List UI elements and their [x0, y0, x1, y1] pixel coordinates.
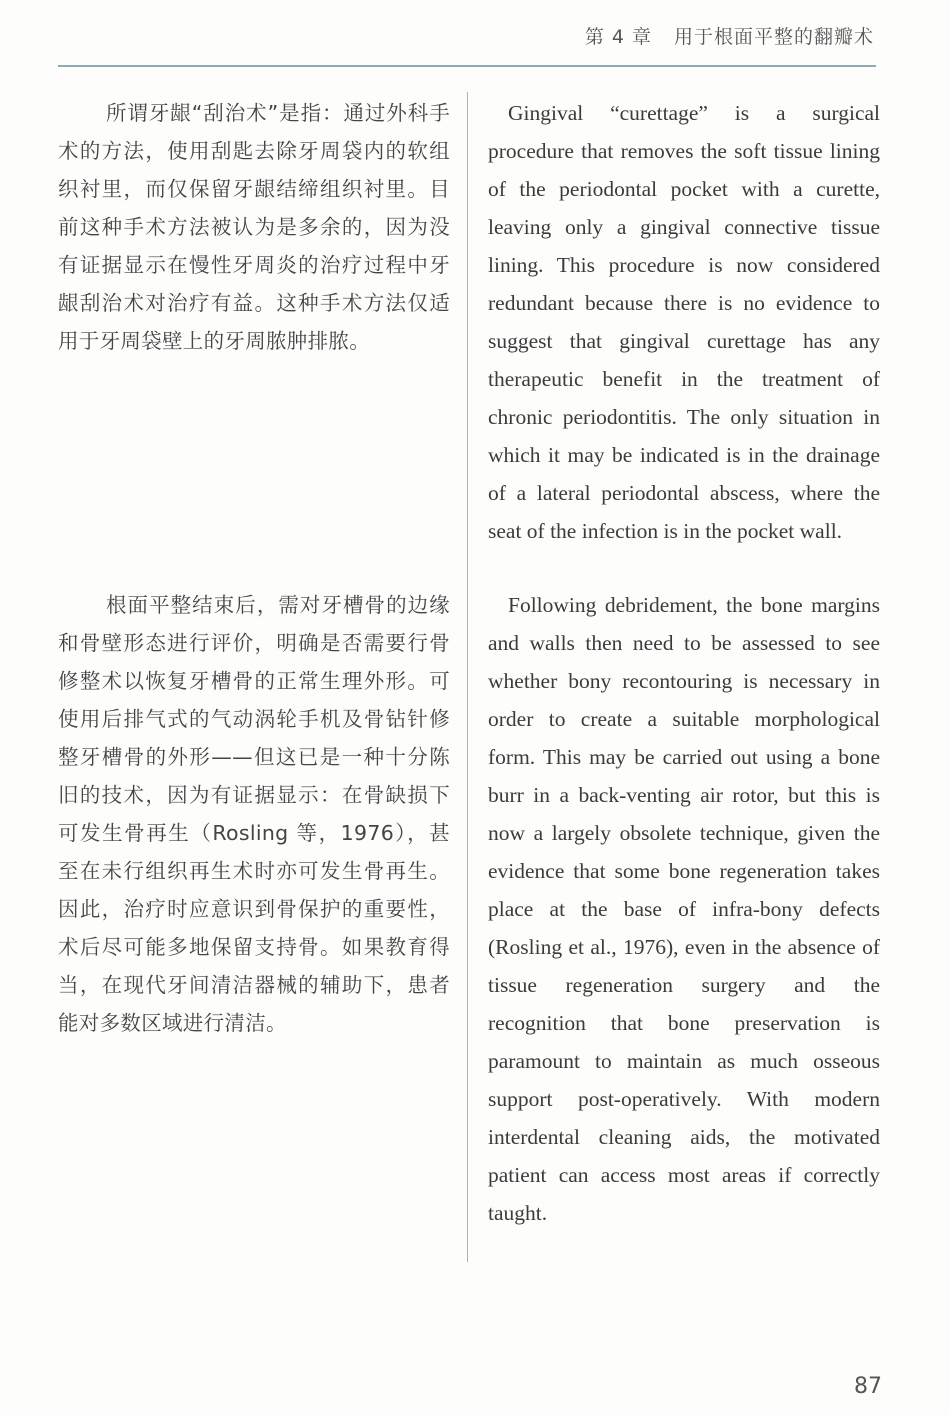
running-header: [585, 22, 874, 49]
column-divider: [467, 92, 468, 1262]
english-paragraph-debridement: Following debridement, the bone margins and walls then need to be assessed to see whether bony recontouring is necessary in order to create a suitable morphological form. This may be carried out using a bone burr in a back-venting air rotor, but this is now a largely obsolete technique, given the evidence that some bone regeneration takes place at the base of infra-bony defects (Rosling et al., 1976), even in the absence of tissue regeneration surgery and the recognition that bone preservation is paramount to maintain as much osseous support post-operatively. With modern interdental cleaning aids, the motivated patient can access most areas if correctly taught.: [488, 593, 880, 1225]
header-rule: [58, 65, 876, 67]
chinese-paragraph-curettage-text: 所谓牙龈“刮治术”是指：通过外科手术的方法，使用刮匙去除牙周袋内的软组织衬里，而仅保留牙龈结缔组织衬里。目前这种手术方法被认为是多余的，因为没有证据显示在慢性牙周炎的治疗过程中牙龈刮治术对治疗有益。这种手术方法仅适用于牙周袋壁上的牙周脓肿排脓。: [58, 101, 450, 353]
chinese-paragraph-debridement: [58, 586, 450, 1042]
chapter-number: 第 4 章: [584, 26, 652, 48]
chinese-paragraph-debridement-text: 根面平整结束后，需对牙槽骨的边缘和骨壁形态进行评价，明确是否需要行骨修整术以恢复牙槽骨的正常生理外形。可使用后排气式的气动涡轮手机及骨钻针修整牙槽骨的外形——但这已是一种十分陈旧的技术，因为有证据显示：在骨缺损下可发生骨再生（Rosling 等，1976），甚至在未行组织再生术时亦可发生骨再生。因此，治疗时应意识到骨保护的重要性，术后尽可能多地保留支持骨。如果教育得当，在现代牙间清洁器械的辅助下，患者能对多数区域进行清洁。: [58, 593, 450, 1035]
chinese-paragraph-curettage: [58, 94, 450, 360]
english-paragraph-curettage: Gingival “curettage” is a surgical procedure that removes the soft tissue lining of the periodontal pocket with a curette, leaving only a gingival connective tissue lining. This procedure is now considered redundant because there is no evidence to suggest that gingival curettage has any therapeutic benefit in the treatment of chronic periodontitis. The only situation in which it may be indicated is in the drainage of a lateral periodontal abscess, where the seat of the infection is in the pocket wall.: [488, 101, 880, 543]
chapter-title: 用于根面平整的翻瓣术: [673, 26, 874, 48]
page-number: 87: [854, 1374, 882, 1399]
